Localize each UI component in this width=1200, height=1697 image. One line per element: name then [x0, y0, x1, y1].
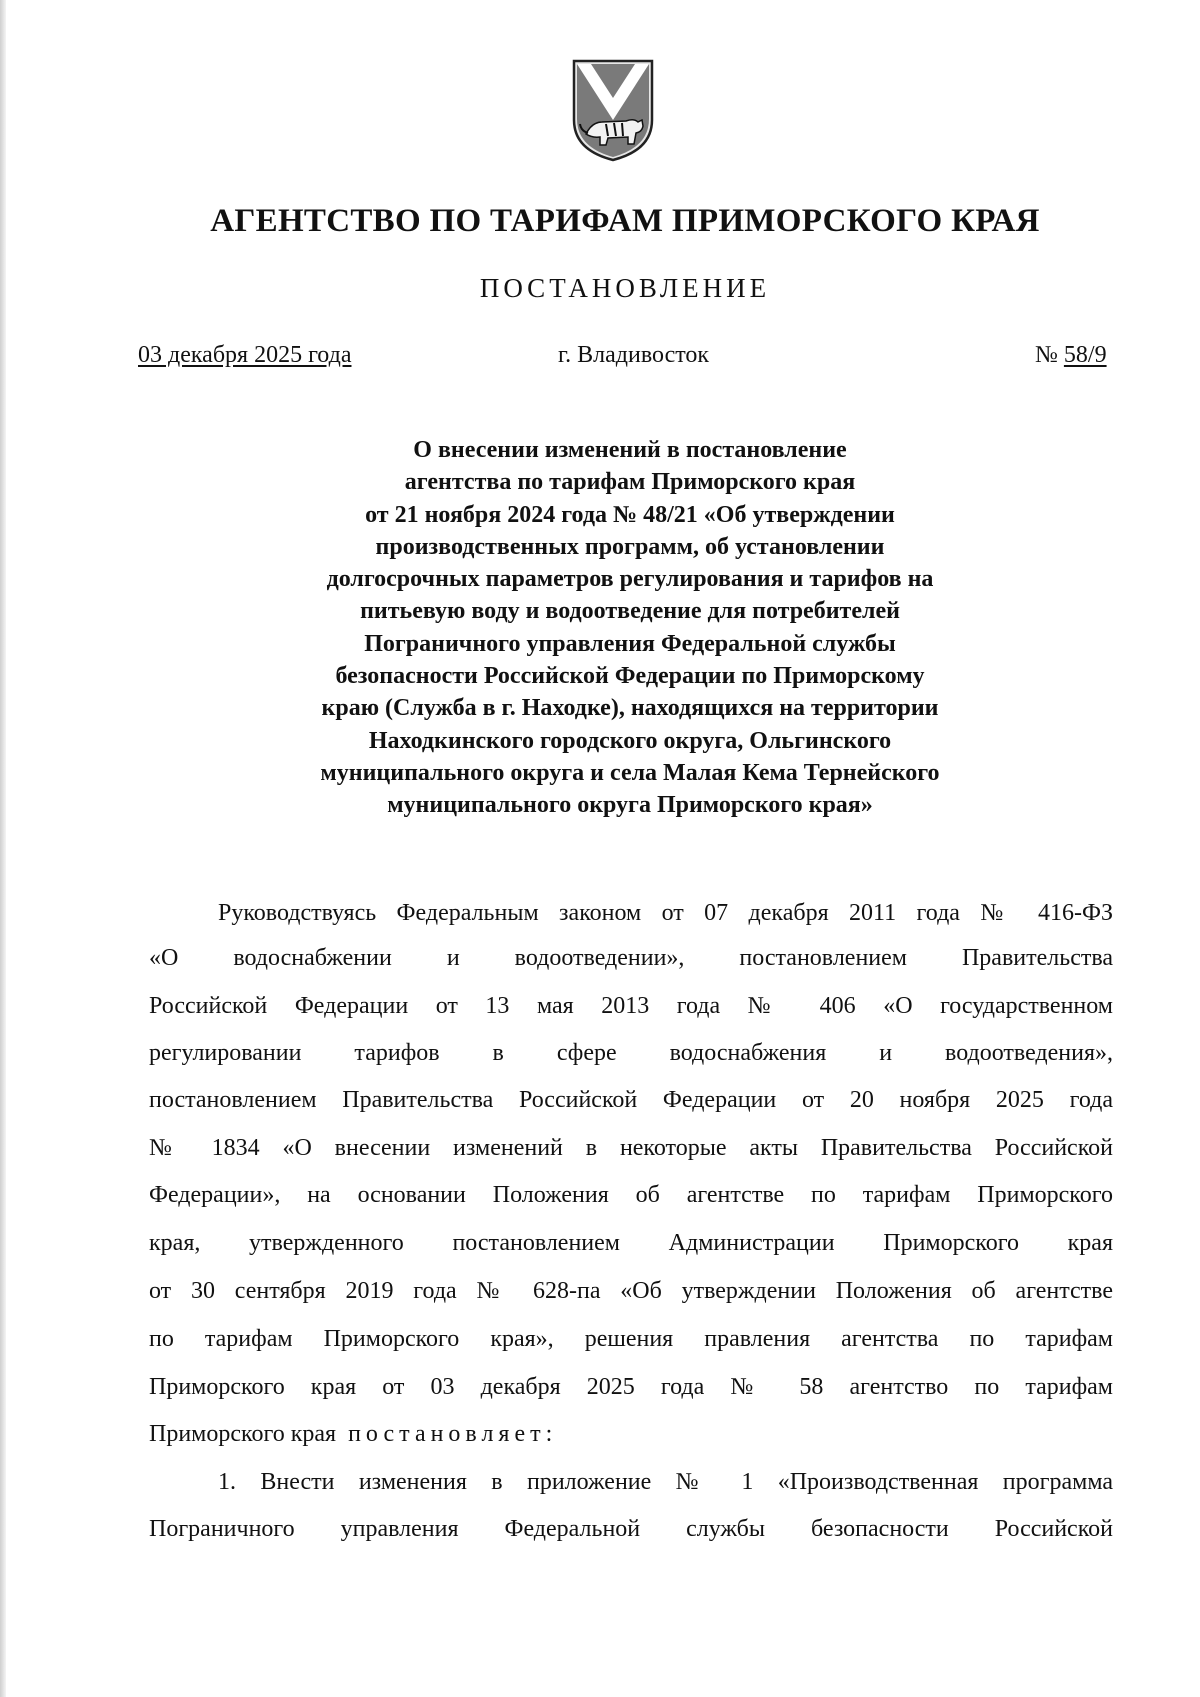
resolve-line	[149, 1421, 1113, 1448]
heading-line: производственных программ, об установлении	[375, 533, 885, 560]
heading-line: Находкинского городского округа, Ольгинского	[368, 727, 892, 754]
scan-left-edge	[0, 0, 6, 1697]
body-line: регулировании тарифов в сфере водоснабжения и водоотведения»,	[149, 1040, 1113, 1066]
document-number	[1035, 342, 1107, 369]
document-date: 03 декабря 2025 года	[138, 342, 352, 368]
heading-line: от 21 ноября 2024 года № 48/21 «Об утверждении	[365, 501, 895, 528]
heading-line: муниципального округа Приморского края»	[387, 792, 873, 819]
body-line: края, утвержденного постановлением Администрации Приморского края	[149, 1230, 1113, 1256]
resolve-prefix: Приморского края	[149, 1421, 337, 1447]
body-line: Российской Федерации от 13 мая 2013 года № 406 «О государственном	[149, 993, 1113, 1019]
number-sign: №	[1035, 342, 1058, 368]
document-city: г. Владивосток	[558, 342, 710, 368]
resolve-word: постановляет:	[348, 1421, 558, 1447]
document-type: ПОСТАНОВЛЕНИЕ	[479, 273, 771, 303]
body-line: постановлением Правительства Российской Федерации от 20 ноября 2025 года	[149, 1087, 1113, 1113]
heading-line: безопасности Российской Федерации по Приморскому	[335, 663, 925, 690]
body-line: № 1834 «О внесении изменений в некоторые акты Правительства Российской	[149, 1135, 1113, 1161]
heading-line: долгосрочных параметров регулирования и тарифов на	[326, 566, 934, 593]
item-line: Пограничного управления Федеральной службы безопасности Российской	[149, 1516, 1113, 1542]
heading-line: муниципального округа и села Малая Кема Тернейского	[320, 759, 940, 786]
body-line: Руководствуясь Федеральным законом от 07 декабря 2011 года № 416-ФЗ	[218, 900, 1113, 926]
number-value: 58/9	[1063, 342, 1107, 368]
body-line: Федерации», на основании Положения об агентстве по тарифам Приморского	[149, 1182, 1113, 1208]
heading-line: краю (Служба в г. Находке), находящихся на территории	[321, 695, 939, 722]
heading-line: агентства по тарифам Приморского края	[404, 469, 856, 496]
coat-of-arms-icon	[572, 58, 654, 162]
body-line: по тарифам Приморского края», решения правления агентства по тарифам	[149, 1326, 1113, 1352]
body-line: «О водоснабжении и водоотведении», постановлением Правительства	[149, 945, 1113, 971]
heading-line: питьевую воду и водоотведение для потребителей	[360, 598, 900, 625]
item-line: 1. Внести изменения в приложение № 1 «Производственная программа	[218, 1469, 1113, 1495]
heading-line: Пограничного управления Федеральной службы	[364, 630, 896, 657]
body-line: от 30 сентября 2019 года № 628-па «Об утверждении Положения об агентстве	[149, 1278, 1113, 1304]
agency-title: АГЕНТСТВО ПО ТАРИФАМ ПРИМОРСКОГО КРАЯ	[210, 203, 1040, 239]
heading-line: О внесении изменений в постановление	[413, 437, 847, 463]
body-line: Приморского края от 03 декабря 2025 года № 58 агентство по тарифам	[149, 1374, 1113, 1400]
document-heading	[230, 434, 1030, 822]
